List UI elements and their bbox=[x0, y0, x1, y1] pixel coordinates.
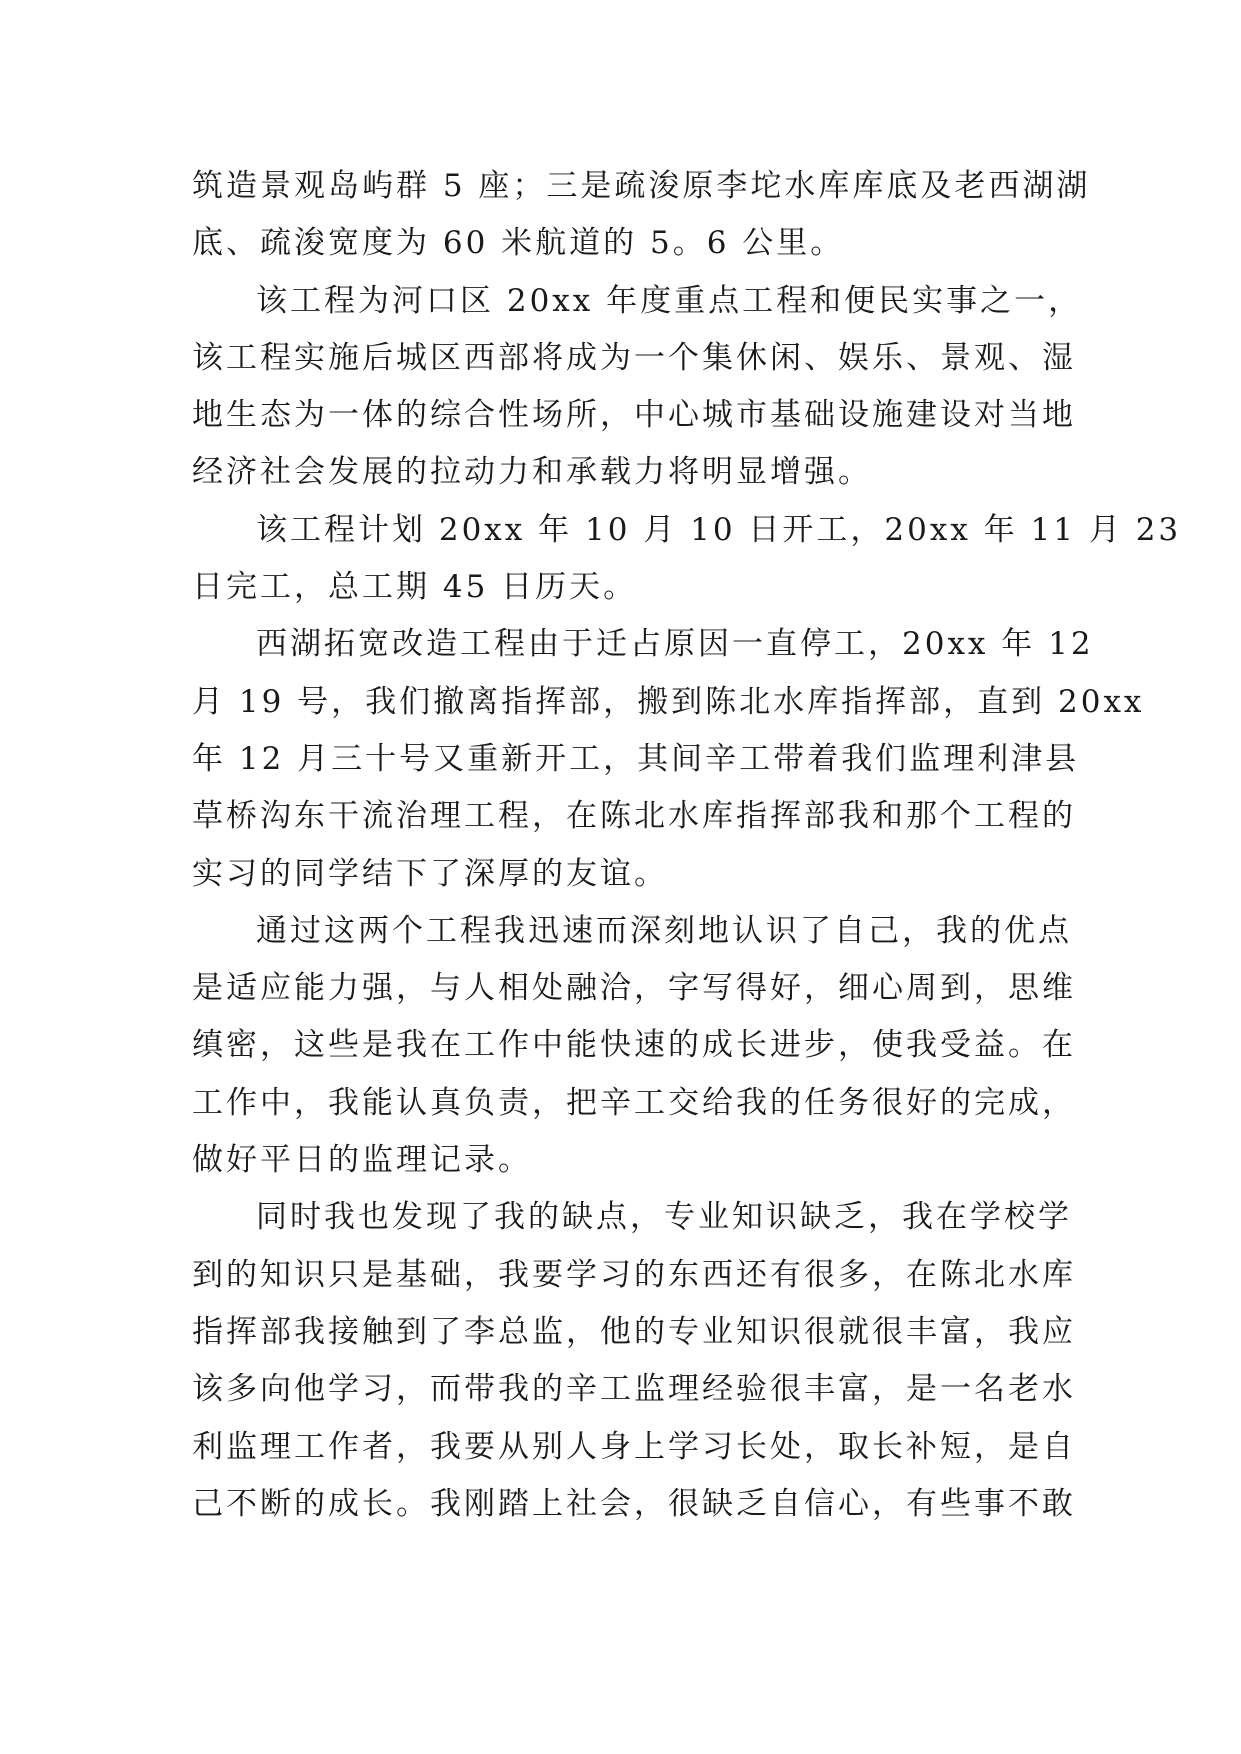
text-line: 是适应能力强，与人相处融洽，字写得好，细心周到，思维 bbox=[192, 970, 1076, 1007]
paragraph bbox=[192, 903, 1076, 1189]
text-line: 底、疏浚宽度为 60 米航道的 5。6 公里。 bbox=[192, 225, 845, 262]
text-line: 同时我也发现了我的缺点，专业知识缺乏，我在学校学 bbox=[256, 1199, 1072, 1236]
text-line: 日完工，总工期 45 日历天。 bbox=[192, 569, 638, 606]
text-line: 指挥部我接触到了李总监，他的专业知识很就很丰富，我应 bbox=[192, 1313, 1076, 1350]
text-line: 该工程为河口区 20xx 年度重点工程和便民实事之一， bbox=[256, 282, 1083, 319]
document-body bbox=[192, 158, 1182, 1533]
text-line: 该多向他学习，而带我的辛工监理经验很丰富，是一名老水 bbox=[192, 1371, 1076, 1408]
text-line: 到的知识只是基础，我要学习的东西还有很多，在陈北水库 bbox=[192, 1256, 1076, 1293]
paragraph bbox=[192, 273, 1083, 502]
text-line: 利监理工作者，我要从别人身上学习长处，取长补短，是自 bbox=[192, 1428, 1076, 1465]
paragraph bbox=[192, 502, 1182, 617]
text-line: 实习的同学结下了深厚的友谊。 bbox=[192, 855, 668, 892]
text-line: 缜密，这些是我在工作中能快速的成长进步，使我受益。在 bbox=[192, 1027, 1076, 1064]
text-line: 筑造景观岛屿群 5 座；三是疏浚原李坨水库库底及老西湖湖 bbox=[192, 168, 1091, 204]
text-line: 工作中，我能认真负责，把辛工交给我的任务很好的完成， bbox=[192, 1084, 1076, 1121]
text-line: 该工程实施后城区西部将成为一个集休闲、娱乐、景观、湿 bbox=[192, 339, 1076, 376]
text-line: 年 12 月三十号又重新开工，其间辛工带着我们监理利津县 bbox=[192, 740, 1080, 777]
paragraph bbox=[192, 616, 1145, 902]
text-line: 做好平日的监理记录。 bbox=[192, 1142, 532, 1179]
text-line: 草桥沟东干流治理工程，在陈北水库指挥部我和那个工程的 bbox=[192, 798, 1076, 835]
text-line: 该工程计划 20xx 年 10 月 10 日开工，20xx 年 11 月 23 bbox=[256, 511, 1182, 548]
text-line: 地生态为一体的综合性场所，中心城市基础设施建设对当地 bbox=[192, 397, 1076, 434]
text-line: 西湖拓宽改造工程由于迁占原因一直停工，20xx 年 12 bbox=[256, 626, 1094, 663]
text-line: 月 19 号，我们撤离指挥部，搬到陈北水库指挥部，直到 20xx bbox=[192, 683, 1145, 720]
paragraph bbox=[192, 158, 1091, 273]
text-line: 经济社会发展的拉动力和承载力将明显增强。 bbox=[192, 454, 872, 491]
paragraph bbox=[192, 1189, 1076, 1533]
text-line: 通过这两个工程我迅速而深刻地认识了自己，我的优点 bbox=[256, 912, 1072, 949]
text-line: 己不断的成长。我刚踏上社会，很缺乏自信心，有些事不敢 bbox=[192, 1485, 1076, 1522]
